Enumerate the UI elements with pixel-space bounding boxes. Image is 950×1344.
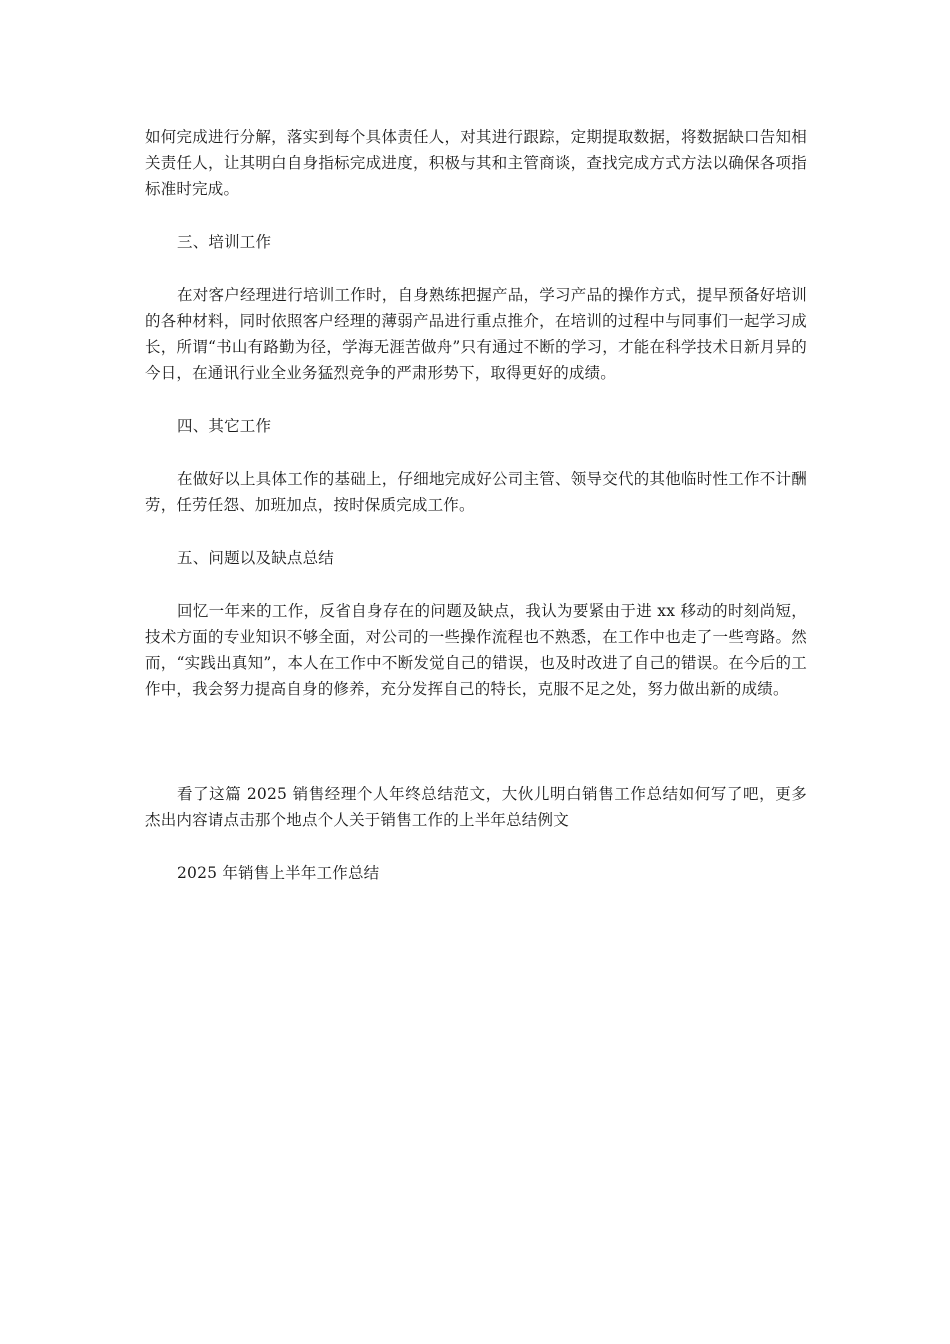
paragraph-problems: 回忆一年来的工作，反省自身存在的问题及缺点，我认为要紧由于进 xx 移动的时刻尚短，技术方面的专业知识不够全面，对公司的一些操作流程也不熟悉，在工作中也走了一些弯路。然而，“实践出真知”，本人在工作中不断发觉自己的错误，也及时改进了自己的错误。在今后的工作中，我会努力提高自身的修养，充分发挥自己的特长，克服不足之处，努力做出新的成绩。 [145, 602, 807, 698]
paragraph-other-work: 在做好以上具体工作的基础上，仔细地完成好公司主管、领导交代的其他临时性工作不计酬劳，任劳任怨、加班加点，按时保质完成工作。 [145, 470, 807, 514]
document-body [145, 124, 807, 886]
paragraph-closing-note: 看了这篇 2025 销售经理个人年终总结范文，大伙儿明白销售工作总结如何写了吧，更多杰出内容请点击那个地点个人关于销售工作的上半年总结例文 [145, 785, 807, 829]
paragraph-training: 在对客户经理进行培训工作时，自身熟练把握产品，学习产品的操作方式，提早预备好培训的各种材料，同时依照客户经理的薄弱产品进行重点推介，在培训的过程中与同事们一起学习成长，所谓“书山有路勤为径，学海无涯苦做舟”只有通过不断的学习，才能在科学技术日新月异的今日，在通讯行业全业务猛烈竞争的严肃形势下，取得更好的成绩。 [145, 286, 807, 382]
section-heading-problems: 五、问题以及缺点总结 [177, 549, 335, 567]
related-article-link[interactable]: 2025 年销售上半年工作总结 [177, 864, 380, 882]
paragraph-continuation: 如何完成进行分解，落实到每个具体责任人，对其进行跟踪，定期提取数据，将数据缺口告知相关责任人，让其明白自身指标完成进度，积极与其和主管商谈，查找完成方式方法以确保各项指标准时完成。 [145, 128, 807, 198]
section-heading-training: 三、培训工作 [177, 233, 272, 251]
section-heading-other-work: 四、其它工作 [177, 417, 272, 435]
